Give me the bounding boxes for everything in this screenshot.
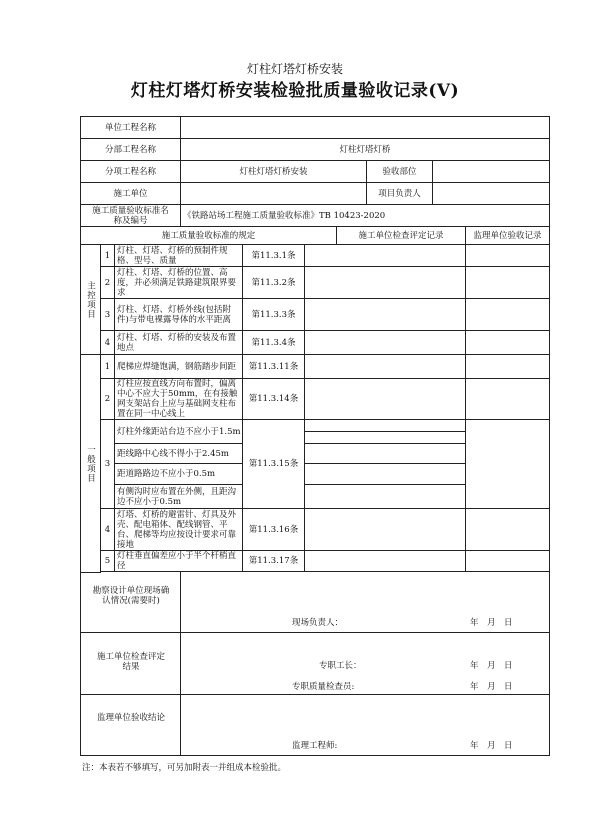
unit-project-label: 单位工程名称 xyxy=(81,117,181,139)
quality-inspector-label: 专职质量检查员: xyxy=(292,682,355,692)
footnote: 注：本表若不够填写，可另加附表一并组成本检验批。 xyxy=(82,763,287,773)
main-item-4-supervision-record[interactable] xyxy=(466,331,550,355)
general-item-3-construction-record-1[interactable] xyxy=(305,420,466,432)
supervision-date: 年 月 日 xyxy=(470,741,513,751)
survey-label: 勘察设计单位现场确认情况(需要时) xyxy=(92,586,170,606)
supervision-conclusion-label: 监理单位验收结论 xyxy=(96,713,165,723)
general-item-2-clause: 第11.3.14条 xyxy=(243,379,305,420)
general-item-1-construction-record[interactable] xyxy=(305,355,466,379)
general-item-2-no: 2 xyxy=(101,379,115,420)
general-item-5-construction-record[interactable] xyxy=(305,551,466,572)
form-subtitle: 灯柱灯塔灯桥安装 xyxy=(246,62,343,76)
general-item-4-construction-record[interactable] xyxy=(305,509,466,551)
general-item-1-no: 1 xyxy=(101,355,115,379)
construction-unit-value[interactable] xyxy=(181,183,367,205)
main-item-3-clause: 第11.3.3条 xyxy=(243,299,305,331)
main-control-label: 主控项目 xyxy=(81,245,101,355)
survey-date: 年 月 日 xyxy=(470,618,513,628)
general-item-2-text: 灯柱应按直线方向布置时，偏离中心不应大于50mm，在有接触网支架站台上应与基础网支柱布置在同一中心线上 xyxy=(115,379,243,420)
general-item-5-supervision-record[interactable] xyxy=(466,551,550,572)
general-item-4-no: 4 xyxy=(101,509,115,551)
general-item-5-clause: 第11.3.17条 xyxy=(243,551,305,572)
standard-label: 施工质量验收标准名称及编号 xyxy=(81,205,181,227)
subitem-value[interactable]: 灯柱灯塔灯桥安装 xyxy=(181,161,367,183)
main-item-4-text: 灯柱、灯塔、灯桥的安装及布置地点 xyxy=(115,331,243,355)
division-value[interactable]: 灯柱灯塔灯桥 xyxy=(181,139,550,161)
acceptance-part-value[interactable] xyxy=(433,161,550,183)
acceptance-part-label: 验收部位 xyxy=(367,161,433,183)
general-item-1-clause: 第11.3.11条 xyxy=(243,355,305,379)
general-item-3-construction-record-3[interactable] xyxy=(305,444,466,464)
main-item-4-no: 4 xyxy=(101,331,115,355)
general-item-4-clause: 第11.3.16条 xyxy=(243,509,305,551)
general-item-3-sub-4: 有侧沟时应布置在外侧，且距沟边不应小于0.5m xyxy=(115,485,243,509)
main-item-3-construction-record[interactable] xyxy=(305,299,466,331)
construction-unit-label: 施工单位 xyxy=(81,183,181,205)
general-item-3-construction-record-2[interactable] xyxy=(305,432,466,444)
general-item-3-sub-1: 灯柱外缘距站台边不应小于1.5m xyxy=(115,420,243,444)
general-item-1-text: 爬梯应焊缝饱满，钢筋踏步间距 xyxy=(115,355,243,379)
survey-person-label: 现场负责人： xyxy=(292,618,344,628)
main-item-2-no: 2 xyxy=(101,267,115,299)
main-item-1-construction-record[interactable] xyxy=(305,245,466,267)
general-item-1-supervision-record[interactable] xyxy=(466,355,550,379)
foreman-label: 专职工长： xyxy=(319,661,362,671)
general-item-4-text: 灯塔、灯桥的避雷针、灯具及外壳、配电箱体、配线钢管、平台、爬梯等均应按设计要求可靠接地 xyxy=(115,509,243,551)
form-title: 灯柱灯塔灯桥安装检验批质量验收记录(Ⅴ) xyxy=(130,81,460,101)
general-item-3-construction-record-4[interactable] xyxy=(305,464,466,485)
subitem-label: 分项工程名称 xyxy=(81,161,181,183)
general-item-2-supervision-record[interactable] xyxy=(466,379,550,420)
general-item-3-sub-2: 距线路中心线不得小于2.45m xyxy=(115,444,243,464)
inspector-date: 年 月 日 xyxy=(470,682,513,692)
general-item-2-construction-record[interactable] xyxy=(305,379,466,420)
project-manager-value[interactable] xyxy=(433,183,550,205)
main-item-1-no: 1 xyxy=(101,245,115,267)
main-item-3-text: 灯柱、灯塔、灯桥外线(包括附件)与带电裸露导体的水平距离 xyxy=(115,299,243,331)
col-supervision-check: 监理单位验收记录 xyxy=(466,227,550,245)
general-item-5-text: 灯柱垂直偏差应小于半个杆梢直径 xyxy=(115,551,243,572)
standard-value: 《铁路站场工程施工质量验收标准》TB 10423-2020 xyxy=(181,205,550,227)
main-item-2-clause: 第11.3.2条 xyxy=(243,267,305,299)
unit-project-value[interactable] xyxy=(181,117,550,139)
col-standard-rules: 施工质量验收标准的规定 xyxy=(81,227,337,245)
main-item-2-construction-record[interactable] xyxy=(305,267,466,299)
main-item-1-supervision-record[interactable] xyxy=(466,245,550,267)
general-label: 一般项目 xyxy=(81,355,101,573)
main-item-2-supervision-record[interactable] xyxy=(466,267,550,299)
col-construction-check: 施工单位检查评定记录 xyxy=(337,227,466,245)
construction-result-label: 施工单位检查评定结果 xyxy=(96,652,165,672)
foreman-date: 年 月 日 xyxy=(470,661,513,671)
general-item-3-clause: 第11.3.15条 xyxy=(243,420,305,509)
main-item-1-clause: 第11.3.1条 xyxy=(243,245,305,267)
general-item-3-supervision-record[interactable] xyxy=(466,420,550,509)
general-item-3-sub-3: 距道路路边不应小于0.5m xyxy=(115,464,243,485)
general-item-3-no: 3 xyxy=(101,420,115,509)
general-item-5-no: 5 xyxy=(101,551,115,572)
general-item-4-supervision-record[interactable] xyxy=(466,509,550,551)
project-manager-label: 项目负责人 xyxy=(367,183,433,205)
main-item-1-text: 灯柱、灯塔、灯桥的预制件规格、型号、质量 xyxy=(115,245,243,267)
main-item-3-supervision-record[interactable] xyxy=(466,299,550,331)
main-item-2-text: 灯柱、灯塔、灯桥的位置、高度，并必须满足铁路建筑限界要求 xyxy=(115,267,243,299)
supervision-engineer-label: 监理工程师: xyxy=(292,741,338,751)
main-item-4-clause: 第11.3.4条 xyxy=(243,331,305,355)
main-item-3-no: 3 xyxy=(101,299,115,331)
general-item-3-construction-record-5[interactable] xyxy=(305,485,466,509)
main-item-4-construction-record[interactable] xyxy=(305,331,466,355)
info-and-items-table xyxy=(80,116,550,572)
signoff-section xyxy=(80,572,550,756)
division-label: 分部工程名称 xyxy=(81,139,181,161)
